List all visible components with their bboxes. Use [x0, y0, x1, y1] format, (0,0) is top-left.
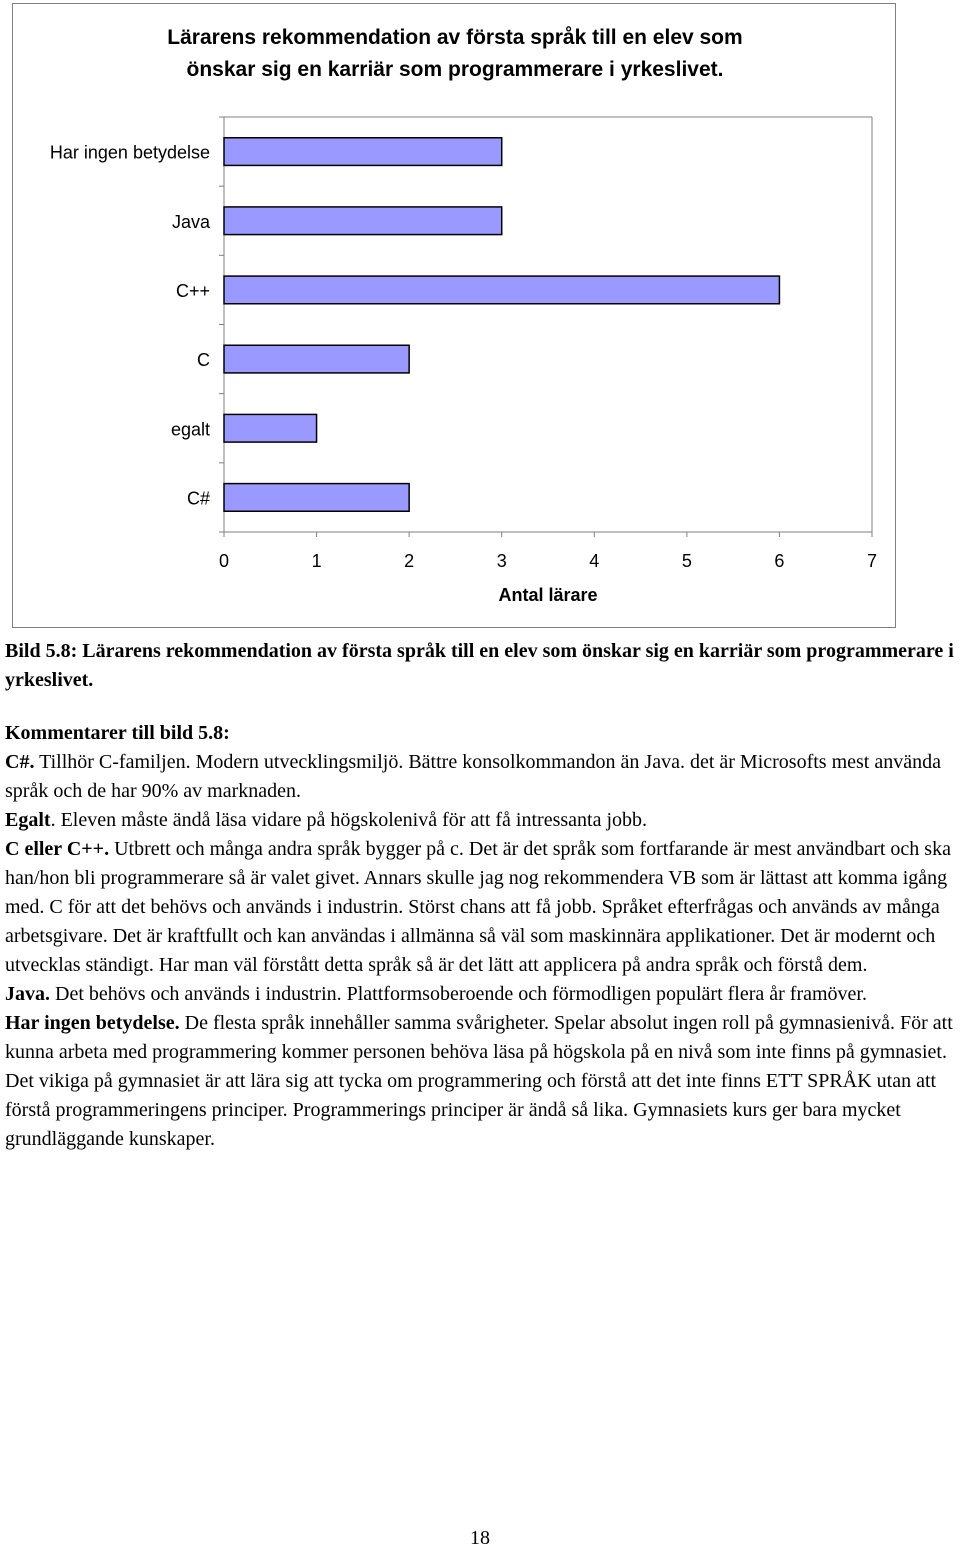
x-tick-label: 7 [866, 551, 878, 571]
comments-heading: Kommentarer till bild 5.8: [5, 722, 230, 744]
x-tick-label: 4 [589, 551, 600, 571]
x-tick-label: 2 [404, 551, 415, 571]
bar [224, 414, 317, 442]
bar [224, 276, 779, 304]
comment-lead: Java. [5, 983, 50, 1005]
comment-text: Det behövs och används i industrin. Plattformsoberoende och förmodligen populärt flera år framöver. [50, 983, 867, 1005]
page-number: 18 [470, 1527, 490, 1549]
bar [224, 345, 409, 373]
chart-title: önskar sig en karriär som programmerare i yrkeslivet. [186, 58, 724, 81]
comment-text: De flesta språk innehåller samma svårigheter. Spelar absolut ingen roll på gymnasienivå. För att kunna arbeta med programmering kommer personen behöva läsa på högskola på en nivå som inte finns på gymnasiet. Det vikiga på gymnasiet är att lära sig att tycka om programmering och förstå att det inte finns ETT SPRÅK utan att förstå programmeringens principer. Programmerings principer är ändå så lika. Gymnasiets kurs ger bara mycket grundläggande kunskaper. [5, 1012, 953, 1150]
comment-paragraph [5, 806, 955, 835]
chart-svg [13, 4, 897, 629]
comment-lead: Egalt [5, 809, 51, 831]
comments-section [5, 719, 955, 1154]
comment-paragraph [5, 980, 955, 1009]
bar [224, 138, 502, 166]
comment-paragraph [5, 835, 955, 980]
x-tick-label: 0 [218, 551, 230, 571]
category-label: C++ [175, 280, 210, 301]
chart-frame [12, 3, 896, 628]
comment-text: Tillhör C-familjen. Modern utvecklingsmiljö. Bättre konsolkommandon än Java. det är Microsofts mest använda språk och de har 90% av marknaden. [5, 751, 941, 802]
figure-caption: Bild 5.8: Lärarens rekommendation av första språk till en elev som önskar sig en karriär som programmerare i yrkeslivet. [5, 640, 954, 691]
x-tick-label: 3 [496, 551, 507, 571]
category-label: C# [186, 488, 210, 509]
comment-paragraph [5, 1009, 955, 1154]
x-tick-label: 5 [681, 551, 692, 571]
chart-title: Lärarens rekommendation av första språk till en elev som [167, 26, 743, 49]
comment-paragraph [5, 748, 955, 806]
comment-lead: C#. [5, 751, 35, 773]
category-label: C [197, 350, 210, 371]
category-label: Har ingen betydelse [49, 142, 210, 163]
comment-lead: C eller C++. [5, 838, 110, 860]
x-tick-label: 1 [311, 551, 322, 571]
comment-lead: Har ingen betydelse. [5, 1012, 180, 1034]
bar [224, 484, 409, 512]
category-label: Java [171, 211, 210, 232]
comment-text: . Eleven måste ändå läsa vidare på högskolenivå för att få intressanta jobb. [50, 809, 648, 831]
x-axis-label: Antal lärare [498, 585, 598, 605]
category-label: egalt [170, 419, 210, 440]
plot-area [224, 117, 872, 532]
comment-text: Utbrett och många andra språk bygger på c. Det är det språk som fortfarande är mest användbart och ska han/hon bli programmerare så är valet givet. Annars skulle jag nog rekommendera VB som är lättast att komma igång med. C för att det behövs och används i industrin. Störst chans att få jobb. Språket efterfrågas och används av många arbetsgivare. Det är kraftfullt och kan användas i allmänna så väl som maskinnära applikationer. Det är modernt och utvecklas ständigt. Har man väl förstått detta språk så är det lätt att applicera på andra språk och förstå dem. [5, 838, 951, 976]
x-tick-label: 6 [774, 551, 785, 571]
bar [224, 207, 502, 235]
